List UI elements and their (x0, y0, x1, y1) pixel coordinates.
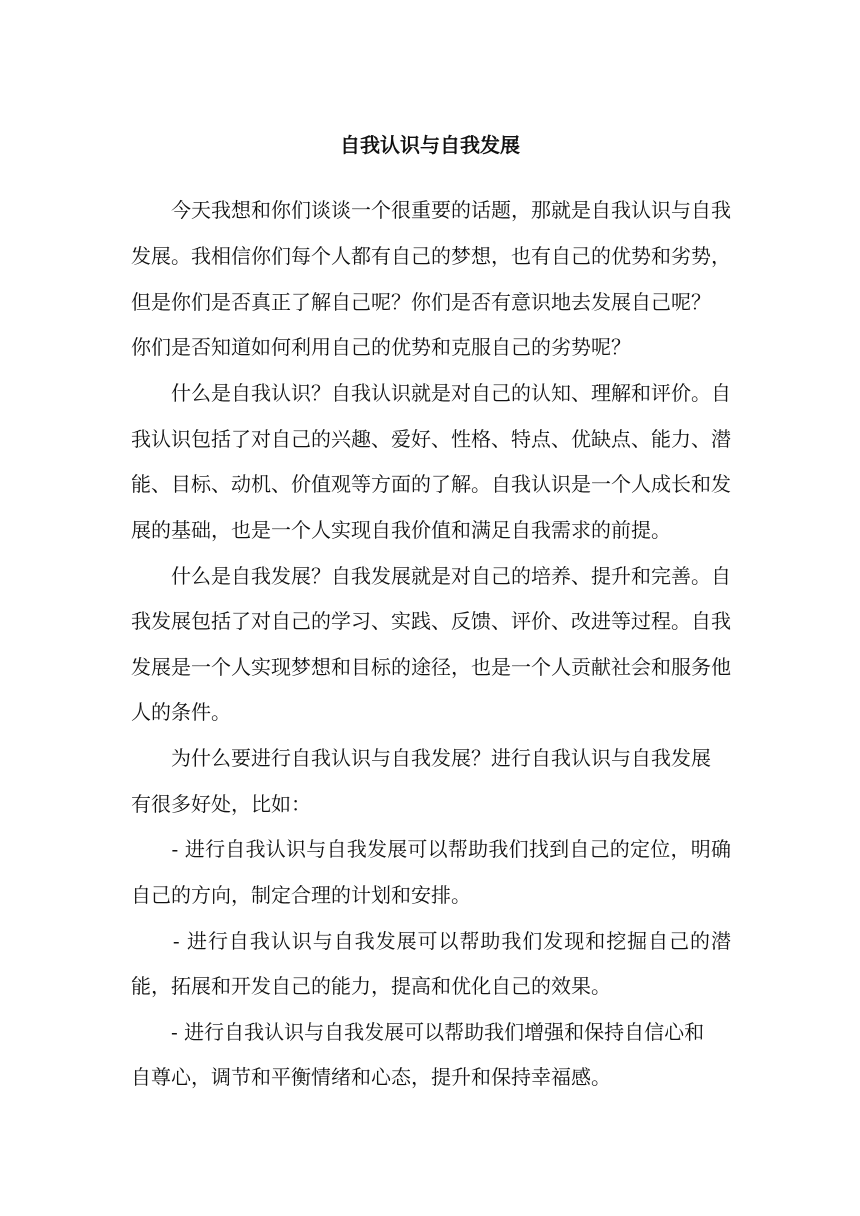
list-item-line: 自己的方向，制定合理的计划和安排。 (131, 883, 471, 907)
text-line: 有很多好处，比如： (131, 792, 311, 816)
text-line: 你们是否知道如何利用自己的优势和克服自己的劣势呢？ (131, 335, 631, 359)
text-line: 发展。我相信你们每个人都有自己的梦想，也有自己的优势和劣势， (131, 244, 731, 268)
list-item-line: - 进行自我认识与自我发展可以帮助我们发现和挖掘自己的潜 (131, 929, 731, 953)
text-line: 我发展包括了对自己的学习、实践、反馈、评价、改进等过程。自我 (131, 609, 731, 633)
text-line: 能、目标、动机、价值观等方面的了解。自我认识是一个人成长和发 (131, 472, 731, 496)
text-line: 什么是自我发展？自我发展就是对自己的培养、提升和完善。自 (131, 564, 731, 588)
text-line: 人的条件。 (131, 700, 231, 724)
list-item-line: - 进行自我认识与自我发展可以帮助我们增强和保持自信心和 (131, 1020, 705, 1044)
text-line: 发展是一个人实现梦想和目标的途径，也是一个人贡献社会和服务他 (131, 655, 731, 679)
text-line: 今天我想和你们谈谈一个很重要的话题，那就是自我认识与自我 (131, 198, 731, 222)
text-line: 我认识包括了对自己的兴趣、爱好、性格、特点、优缺点、能力、潜 (131, 427, 731, 451)
list-item-line: 自尊心，调节和平衡情绪和心态，提升和保持幸福感。 (131, 1065, 611, 1089)
list-item-line: - 进行自我认识与自我发展可以帮助我们找到自己的定位，明确 (131, 837, 731, 861)
text-line: 但是你们是否真正了解自己呢？你们是否有意识地去发展自己呢？ (131, 290, 711, 314)
text-line: 为什么要进行自我认识与自我发展？进行自我认识与自我发展 (131, 746, 711, 770)
document-title: 自我认识与自我发展 (340, 133, 520, 157)
text-line: 展的基础，也是一个人实现自我价值和满足自我需求的前提。 (131, 518, 671, 542)
text-line: 什么是自我认识？自我认识就是对自己的认知、理解和评价。自 (131, 381, 731, 405)
list-item-line: 能，拓展和开发自己的能力，提高和优化自己的效果。 (131, 974, 611, 998)
